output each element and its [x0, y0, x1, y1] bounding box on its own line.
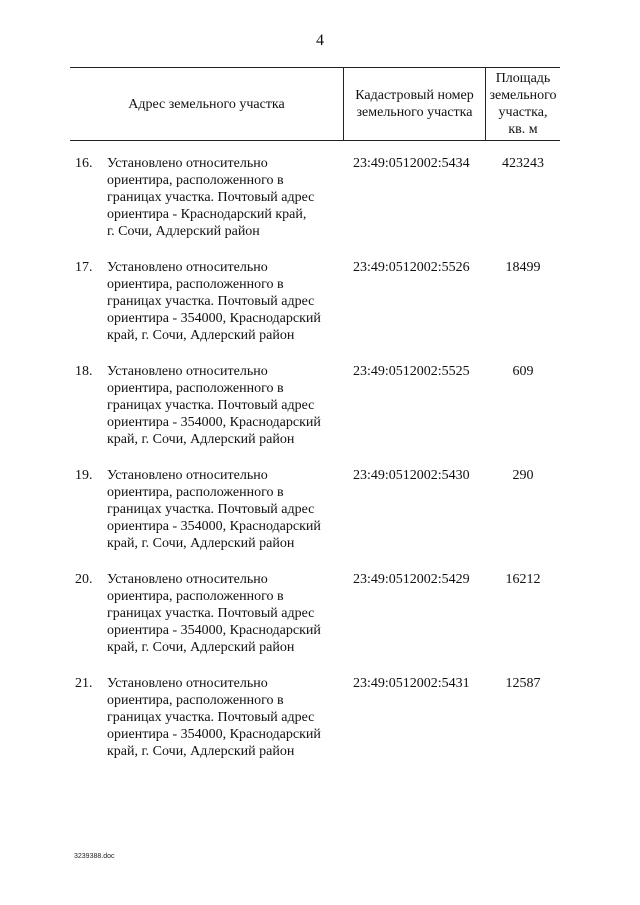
table-row [70, 571, 560, 675]
header-cadastral-number [344, 68, 485, 140]
table-row [70, 467, 560, 571]
table-row [70, 675, 560, 779]
table-row [70, 155, 560, 259]
row-area: 423243 [502, 156, 544, 171]
row-number: 21. [75, 676, 93, 691]
header-cadastral-label: Кадастровый номер земельного участка [355, 88, 474, 120]
table-header [70, 67, 560, 141]
table-body [70, 155, 560, 779]
row-area: 16212 [505, 572, 541, 587]
row-number: 16. [75, 156, 93, 171]
row-address: Установлено относительно ориентира, расположенного в границах участка. Почтовый адрес ориентира - Краснодарский край, г. Сочи, Адлерский район [107, 156, 315, 239]
row-cadastral-number: 23:49:0512002:5434 [353, 156, 470, 171]
header-area: Площадь земельного участка, кв. м [489, 71, 557, 137]
header-address [70, 68, 343, 140]
page-number: 4 [316, 32, 324, 49]
row-area: 609 [512, 364, 534, 379]
row-number: 18. [75, 364, 93, 379]
row-cadastral-number: 23:49:0512002:5430 [353, 468, 470, 483]
land-plots-table [70, 67, 560, 759]
row-cadastral-number: 23:49:0512002:5525 [353, 364, 470, 379]
row-cadastral-number: 23:49:0512002:5526 [353, 260, 470, 275]
row-address: Установлено относительно ориентира, расположенного в границах участка. Почтовый адрес ориентира - 354000, Краснодарский край, г. Сочи, Адлерский район [107, 572, 321, 655]
row-cadastral-number: 23:49:0512002:5431 [353, 676, 470, 691]
row-cadastral-number: 23:49:0512002:5429 [353, 572, 470, 587]
row-area: 12587 [505, 676, 541, 691]
row-address: Установлено относительно ориентира, расположенного в границах участка. Почтовый адрес ориентира - 354000, Краснодарский край, г. Сочи, Адлерский район [107, 676, 321, 759]
row-area: 18499 [505, 260, 541, 275]
row-number: 19. [75, 468, 93, 483]
row-address: Установлено относительно ориентира, расположенного в границах участка. Почтовый адрес ориентира - 354000, Краснодарский край, г. Сочи, Адлерский район [107, 364, 321, 447]
row-number: 17. [75, 260, 93, 275]
row-number: 20. [75, 572, 93, 587]
row-area: 290 [512, 468, 534, 483]
row-address: Установлено относительно ориентира, расположенного в границах участка. Почтовый адрес ориентира - 354000, Краснодарский край, г. Сочи, Адлерский район [107, 468, 321, 551]
header-address-label: Адрес земельного участка [128, 96, 285, 112]
table-row [70, 259, 560, 363]
footer-file-name: 3239388.doc [74, 853, 115, 860]
row-address: Установлено относительно ориентира, расположенного в границах участка. Почтовый адрес ориентира - 354000, Краснодарский край, г. Сочи, Адлерский район [107, 260, 321, 343]
table-row [70, 363, 560, 467]
